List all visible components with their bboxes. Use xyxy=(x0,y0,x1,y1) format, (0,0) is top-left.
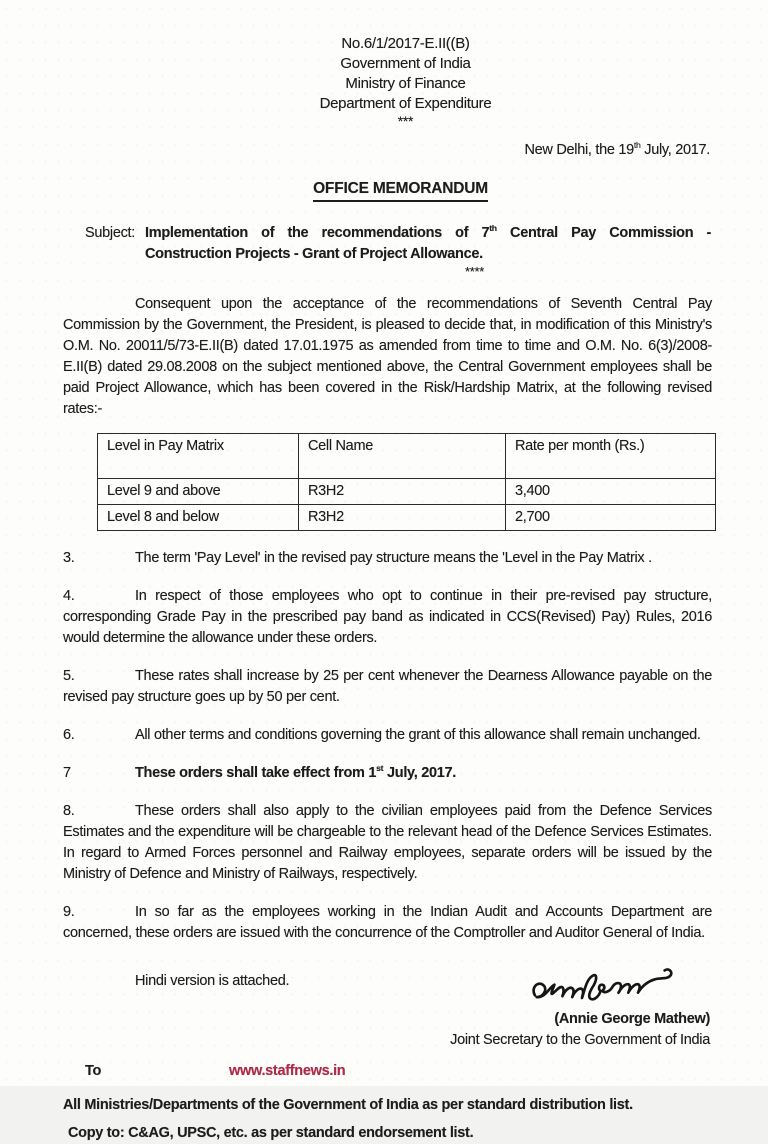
copy-endorsement-line: Copy to: C&AG, UPSC, etc. as per standard endorsement list. xyxy=(68,1125,474,1141)
place-date-pre: New Delhi, the 19 xyxy=(524,142,634,158)
memo-title-wrap xyxy=(76,178,725,202)
subject-separator-stars: **** xyxy=(465,264,485,279)
paragraph-number: 4. xyxy=(63,588,75,604)
paragraph-number: 7 xyxy=(63,765,71,781)
separator-stars: *** xyxy=(397,113,414,129)
paragraph-text: These rates shall increase by 25 per cent whenever the Dearness Allowance payable on the revised pay structure goes up by 50 per cent. xyxy=(63,668,712,705)
to-row xyxy=(63,1061,712,1082)
hindi-version-note: Hindi version is attached. xyxy=(135,973,290,989)
table-row xyxy=(98,505,716,531)
paragraph-5 xyxy=(63,666,712,708)
watermark-link: www.staffnews.in xyxy=(229,1063,346,1079)
rates-table xyxy=(97,433,716,531)
org-line-ministry: Ministry of Finance xyxy=(345,75,466,92)
paragraph-text xyxy=(135,765,456,781)
cell-rate: 2,700 xyxy=(506,505,716,531)
column-header-rate: Rate per month (Rs.) xyxy=(506,434,716,479)
place-date-ordinal: th xyxy=(633,140,641,151)
signatory-title: Joint Secretary to the Government of India xyxy=(450,1032,710,1048)
letterhead xyxy=(81,34,730,129)
reference-number: No.6/1/2017-E.II((B) xyxy=(341,35,470,52)
paragraph-text-pre: These orders shall take effect from 1 xyxy=(135,765,377,781)
to-label: To xyxy=(85,1063,102,1079)
signature-scribble xyxy=(520,958,692,1006)
column-header-cell-name: Cell Name xyxy=(299,434,506,479)
paragraph-text-post: July, 2017. xyxy=(383,765,456,781)
distribution-line: All Ministries/Departments of the Government of India as per standard distribution list. xyxy=(63,1097,633,1113)
paragraph-number: 9. xyxy=(63,904,75,920)
cell-cell-name: R3H2 xyxy=(299,505,506,531)
subject-text xyxy=(145,223,711,265)
paragraph-6 xyxy=(63,725,712,746)
paragraph-text: All other terms and conditions governing the grant of this allowance shall remain unchanged. xyxy=(135,727,701,743)
paragraph-number: 6. xyxy=(63,727,75,743)
subject-block xyxy=(63,223,712,265)
org-line-government: Government of India xyxy=(340,55,471,72)
memo-title: OFFICE MEMORANDUM xyxy=(313,178,488,202)
subject-text-post: Central Pay Commission - Construction Projects - Grant of Project Allowance. xyxy=(145,225,711,262)
paragraph-number: 8. xyxy=(63,803,75,819)
paragraph-8 xyxy=(63,801,712,885)
paragraph-4 xyxy=(63,586,712,649)
org-line-department: Department of Expenditure xyxy=(319,95,492,112)
subject-ordinal: th xyxy=(489,223,497,234)
paragraph-3 xyxy=(63,548,712,569)
place-date-post: July, 2017. xyxy=(640,142,710,158)
column-header-pay-level: Level in Pay Matrix xyxy=(98,434,299,479)
cell-cell-name: R3H2 xyxy=(299,479,506,505)
paragraph-text: In respect of those employees who opt to continue in their pre-revised pay structure, corresponding Grade Pay in the prescribed pay band as indicated in CCS(Revised) Pay) Rules, 2016 would determine the allowance under these orders. xyxy=(63,588,712,646)
paragraph-9 xyxy=(63,902,712,944)
cell-pay-level: Level 9 and above xyxy=(98,479,299,505)
paragraph-ordinal: st xyxy=(376,763,384,774)
opening-paragraph: Consequent upon the acceptance of the recommendations of Seventh Central Pay Commission by the Government, the President, is pleased to decide that, in modification of this Ministry's O.M. No. 20011/5/73-E.II(B) dated 17.01.1975 as amended from time to time and O.M. No. 6(3)/2008-E.II(B) dated 29.08.2008 on the subject mentioned above, the Central Government employees shall be paid Project Allowance, which has been covered in the Risk/Hardship Matrix, at the following revised rates:- xyxy=(63,296,712,417)
paragraph-text: In so far as the employees working in the Indian Audit and Accounts Department are concerned, these orders are issued with the concurrence of the Comptroller and Auditor General of India. xyxy=(63,904,712,941)
table-header-row xyxy=(98,434,716,479)
subject-text-pre: Implementation of the recommendations of 7 xyxy=(145,225,490,241)
paragraph-number: 3. xyxy=(63,550,75,566)
table-row xyxy=(98,479,716,505)
signature-block xyxy=(450,958,712,1051)
closing-block xyxy=(63,958,712,1051)
paragraph-number: 5. xyxy=(63,668,75,684)
subject-label: Subject: xyxy=(85,225,135,241)
paragraph-text: The term 'Pay Level' in the revised pay structure means the 'Level in the Pay Matrix . xyxy=(135,550,652,566)
paragraph-text: These orders shall also apply to the civilian employees paid from the Defence Services Estimates and the expenditure will be chargeable to the relevant head of the Defence Services Estimates. In regard to Armed Forces personnel and Railway employees, separate orders will be issued by the Ministry of Defence and Ministry of Railways, respectively. xyxy=(63,803,712,882)
cell-rate: 3,400 xyxy=(506,479,716,505)
signatory-name: (Annie George Mathew) xyxy=(554,1011,710,1027)
paragraph-7 xyxy=(63,763,712,784)
cell-pay-level: Level 8 and below xyxy=(98,505,299,531)
place-date-line xyxy=(63,140,712,161)
